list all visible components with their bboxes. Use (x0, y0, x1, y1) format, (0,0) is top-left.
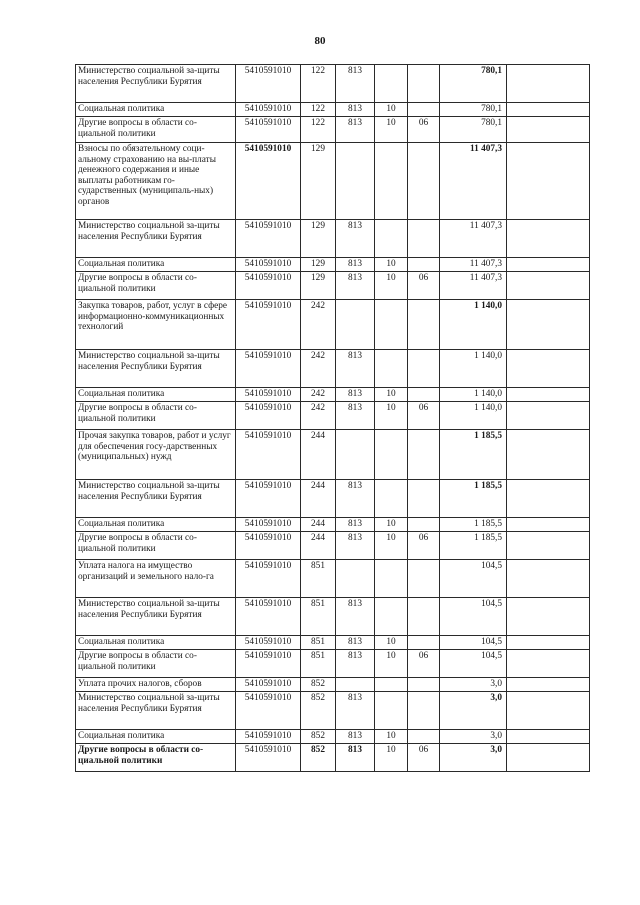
row-grbs-cell (336, 560, 375, 598)
row-code-cell: 5410591010 (236, 598, 301, 636)
row-name-cell: Другие вопросы в области со-циальной политики (76, 117, 236, 143)
row-grbs-cell: 813 (336, 272, 375, 300)
row-razdel-cell (375, 430, 408, 480)
row-empty-cell (507, 272, 590, 300)
row-code-cell: 5410591010 (236, 560, 301, 598)
row-grbs-cell (336, 430, 375, 480)
row-sum-cell: 11 407,3 (440, 220, 507, 258)
row-vr-cell: 851 (301, 650, 336, 678)
row-code-cell: 5410591010 (236, 143, 301, 220)
row-vr-cell: 122 (301, 103, 336, 117)
row-podrazdel-cell (408, 103, 440, 117)
row-razdel-cell (375, 692, 408, 730)
row-razdel-cell: 10 (375, 272, 408, 300)
row-sum-cell: 11 407,3 (440, 258, 507, 272)
row-vr-cell: 242 (301, 388, 336, 402)
row-empty-cell (507, 636, 590, 650)
row-code-cell: 5410591010 (236, 350, 301, 388)
row-code-cell: 5410591010 (236, 692, 301, 730)
table-row (76, 650, 590, 678)
row-sum-cell: 1 140,0 (440, 300, 507, 350)
row-vr-cell: 242 (301, 402, 336, 430)
row-razdel-cell (375, 350, 408, 388)
row-grbs-cell (336, 678, 375, 692)
row-name-cell: Министерство социальной за-щиты населения Республики Бурятия (76, 692, 236, 730)
row-vr-cell: 244 (301, 532, 336, 560)
row-razdel-cell (375, 220, 408, 258)
row-sum-cell: 1 185,5 (440, 532, 507, 560)
page-number: 80 (314, 35, 326, 47)
row-vr-cell: 129 (301, 258, 336, 272)
row-empty-cell (507, 678, 590, 692)
row-grbs-cell: 813 (336, 650, 375, 678)
row-razdel-cell: 10 (375, 117, 408, 143)
row-vr-cell: 852 (301, 692, 336, 730)
row-code-cell: 5410591010 (236, 300, 301, 350)
row-podrazdel-cell: 06 (408, 402, 440, 430)
row-grbs-cell: 813 (336, 692, 375, 730)
row-podrazdel-cell (408, 636, 440, 650)
row-razdel-cell (375, 598, 408, 636)
row-name-cell: Министерство социальной за-щиты населения Республики Бурятия (76, 598, 236, 636)
row-code-cell: 5410591010 (236, 65, 301, 103)
table-row (76, 103, 590, 117)
row-razdel-cell: 10 (375, 402, 408, 430)
row-sum-cell: 3,0 (440, 678, 507, 692)
table-row (76, 350, 590, 388)
row-code-cell: 5410591010 (236, 258, 301, 272)
row-grbs-cell: 813 (336, 65, 375, 103)
row-empty-cell (507, 143, 590, 220)
row-code-cell: 5410591010 (236, 636, 301, 650)
row-grbs-cell: 813 (336, 532, 375, 560)
table-row (76, 636, 590, 650)
row-vr-cell: 122 (301, 117, 336, 143)
row-vr-cell: 244 (301, 480, 336, 518)
row-grbs-cell: 813 (336, 350, 375, 388)
row-grbs-cell (336, 300, 375, 350)
row-razdel-cell (375, 480, 408, 518)
row-podrazdel-cell (408, 258, 440, 272)
row-code-cell: 5410591010 (236, 220, 301, 258)
row-sum-cell: 104,5 (440, 636, 507, 650)
row-name-cell: Министерство социальной за-щиты населения Республики Бурятия (76, 480, 236, 518)
table-row (76, 402, 590, 430)
row-name-cell: Министерство социальной за-щиты населения Республики Бурятия (76, 350, 236, 388)
row-name-cell: Другие вопросы в области со-циальной политики (76, 532, 236, 560)
row-grbs-cell: 813 (336, 258, 375, 272)
row-empty-cell (507, 692, 590, 730)
row-podrazdel-cell: 06 (408, 744, 440, 772)
row-empty-cell (507, 518, 590, 532)
table-row (76, 692, 590, 730)
row-code-cell: 5410591010 (236, 678, 301, 692)
row-sum-cell: 1 140,0 (440, 388, 507, 402)
row-podrazdel-cell: 06 (408, 650, 440, 678)
row-vr-cell: 852 (301, 730, 336, 744)
row-name-cell: Взносы по обязательному соци-альному страхованию на вы-платы денежного содержания и иные выплаты работникам го-сударственных (муниципаль-ных) органов (76, 143, 236, 220)
row-podrazdel-cell (408, 678, 440, 692)
table-row (76, 220, 590, 258)
row-podrazdel-cell (408, 560, 440, 598)
row-sum-cell: 1 140,0 (440, 402, 507, 430)
row-podrazdel-cell (408, 143, 440, 220)
table-row (76, 272, 590, 300)
row-grbs-cell: 813 (336, 220, 375, 258)
row-empty-cell (507, 220, 590, 258)
row-name-cell: Министерство социальной за-щиты населения Республики Бурятия (76, 65, 236, 103)
row-empty-cell (507, 388, 590, 402)
row-code-cell: 5410591010 (236, 402, 301, 430)
row-sum-cell: 11 407,3 (440, 272, 507, 300)
row-empty-cell (507, 258, 590, 272)
row-name-cell: Министерство социальной за-щиты населения Республики Бурятия (76, 220, 236, 258)
row-grbs-cell: 813 (336, 598, 375, 636)
row-podrazdel-cell (408, 692, 440, 730)
row-sum-cell: 1 185,5 (440, 480, 507, 518)
row-code-cell: 5410591010 (236, 518, 301, 532)
row-grbs-cell: 813 (336, 518, 375, 532)
row-code-cell: 5410591010 (236, 650, 301, 678)
row-podrazdel-cell (408, 388, 440, 402)
row-vr-cell: 851 (301, 560, 336, 598)
row-podrazdel-cell: 06 (408, 117, 440, 143)
row-razdel-cell: 10 (375, 258, 408, 272)
row-code-cell: 5410591010 (236, 480, 301, 518)
row-sum-cell: 3,0 (440, 692, 507, 730)
row-empty-cell (507, 730, 590, 744)
row-podrazdel-cell (408, 430, 440, 480)
row-grbs-cell: 813 (336, 636, 375, 650)
row-name-cell: Социальная политика (76, 636, 236, 650)
row-razdel-cell (375, 300, 408, 350)
row-code-cell: 5410591010 (236, 117, 301, 143)
row-razdel-cell (375, 143, 408, 220)
row-podrazdel-cell (408, 730, 440, 744)
row-code-cell: 5410591010 (236, 430, 301, 480)
table-row (76, 300, 590, 350)
row-podrazdel-cell (408, 480, 440, 518)
table-row (76, 678, 590, 692)
row-empty-cell (507, 350, 590, 388)
row-code-cell: 5410591010 (236, 532, 301, 560)
row-empty-cell (507, 744, 590, 772)
row-code-cell: 5410591010 (236, 730, 301, 744)
row-empty-cell (507, 117, 590, 143)
row-sum-cell: 1 185,5 (440, 518, 507, 532)
row-code-cell: 5410591010 (236, 272, 301, 300)
row-vr-cell: 852 (301, 678, 336, 692)
row-grbs-cell: 813 (336, 402, 375, 430)
row-empty-cell (507, 300, 590, 350)
row-name-cell: Другие вопросы в области со-циальной политики (76, 272, 236, 300)
row-name-cell: Другие вопросы в области со-циальной политики (76, 744, 236, 772)
row-vr-cell: 242 (301, 350, 336, 388)
row-podrazdel-cell (408, 518, 440, 532)
table-row (76, 532, 590, 560)
row-razdel-cell: 10 (375, 636, 408, 650)
table-row (76, 480, 590, 518)
row-podrazdel-cell (408, 300, 440, 350)
row-vr-cell: 851 (301, 598, 336, 636)
row-vr-cell: 129 (301, 143, 336, 220)
row-sum-cell: 104,5 (440, 598, 507, 636)
row-name-cell: Социальная политика (76, 518, 236, 532)
row-razdel-cell: 10 (375, 532, 408, 560)
table-row (76, 518, 590, 532)
row-razdel-cell: 10 (375, 730, 408, 744)
row-razdel-cell (375, 678, 408, 692)
row-name-cell: Уплата налога на имущество организаций и земельного нало-га (76, 560, 236, 598)
row-sum-cell: 104,5 (440, 650, 507, 678)
row-podrazdel-cell (408, 65, 440, 103)
row-razdel-cell: 10 (375, 103, 408, 117)
table-row (76, 598, 590, 636)
row-grbs-cell: 813 (336, 480, 375, 518)
row-podrazdel-cell (408, 598, 440, 636)
row-sum-cell: 104,5 (440, 560, 507, 598)
row-vr-cell: 129 (301, 220, 336, 258)
row-name-cell: Уплата прочих налогов, сборов (76, 678, 236, 692)
row-sum-cell: 780,1 (440, 117, 507, 143)
row-sum-cell: 780,1 (440, 65, 507, 103)
row-grbs-cell: 813 (336, 117, 375, 143)
row-name-cell: Прочая закупка товаров, работ и услуг для обеспечения госу-дарственных (муниципальных) нужд (76, 430, 236, 480)
row-vr-cell: 244 (301, 430, 336, 480)
row-empty-cell (507, 65, 590, 103)
row-podrazdel-cell (408, 220, 440, 258)
row-sum-cell: 780,1 (440, 103, 507, 117)
row-vr-cell: 122 (301, 65, 336, 103)
row-empty-cell (507, 560, 590, 598)
row-sum-cell: 1 185,5 (440, 430, 507, 480)
row-name-cell: Закупка товаров, работ, услуг в сфере информационно-коммуникационных технологий (76, 300, 236, 350)
row-vr-cell: 129 (301, 272, 336, 300)
row-name-cell: Социальная политика (76, 103, 236, 117)
row-razdel-cell (375, 560, 408, 598)
row-empty-cell (507, 103, 590, 117)
row-name-cell: Социальная политика (76, 388, 236, 402)
row-grbs-cell (336, 143, 375, 220)
table-row (76, 560, 590, 598)
row-code-cell: 5410591010 (236, 103, 301, 117)
row-razdel-cell: 10 (375, 744, 408, 772)
row-empty-cell (507, 532, 590, 560)
row-code-cell: 5410591010 (236, 744, 301, 772)
row-razdel-cell: 10 (375, 388, 408, 402)
row-vr-cell: 851 (301, 636, 336, 650)
row-podrazdel-cell: 06 (408, 532, 440, 560)
row-vr-cell: 852 (301, 744, 336, 772)
row-razdel-cell: 10 (375, 650, 408, 678)
table-row (76, 388, 590, 402)
row-grbs-cell: 813 (336, 103, 375, 117)
table-body (76, 65, 590, 772)
table-row (76, 65, 590, 103)
row-name-cell: Социальная политика (76, 730, 236, 744)
row-empty-cell (507, 430, 590, 480)
row-sum-cell: 1 140,0 (440, 350, 507, 388)
row-razdel-cell: 10 (375, 518, 408, 532)
table-row (76, 744, 590, 772)
table-row (76, 143, 590, 220)
row-empty-cell (507, 402, 590, 430)
budget-table (75, 64, 590, 772)
row-sum-cell: 11 407,3 (440, 143, 507, 220)
row-empty-cell (507, 480, 590, 518)
row-razdel-cell (375, 65, 408, 103)
row-empty-cell (507, 598, 590, 636)
row-name-cell: Другие вопросы в области со-циальной политики (76, 650, 236, 678)
row-grbs-cell: 813 (336, 388, 375, 402)
table-row (76, 258, 590, 272)
row-sum-cell: 3,0 (440, 744, 507, 772)
row-name-cell: Другие вопросы в области со-циальной политики (76, 402, 236, 430)
row-grbs-cell: 813 (336, 744, 375, 772)
table-row (76, 117, 590, 143)
row-vr-cell: 244 (301, 518, 336, 532)
row-vr-cell: 242 (301, 300, 336, 350)
table-row (76, 430, 590, 480)
row-empty-cell (507, 650, 590, 678)
row-podrazdel-cell: 06 (408, 272, 440, 300)
row-sum-cell: 3,0 (440, 730, 507, 744)
row-grbs-cell: 813 (336, 730, 375, 744)
row-podrazdel-cell (408, 350, 440, 388)
row-code-cell: 5410591010 (236, 388, 301, 402)
row-name-cell: Социальная политика (76, 258, 236, 272)
table-row (76, 730, 590, 744)
